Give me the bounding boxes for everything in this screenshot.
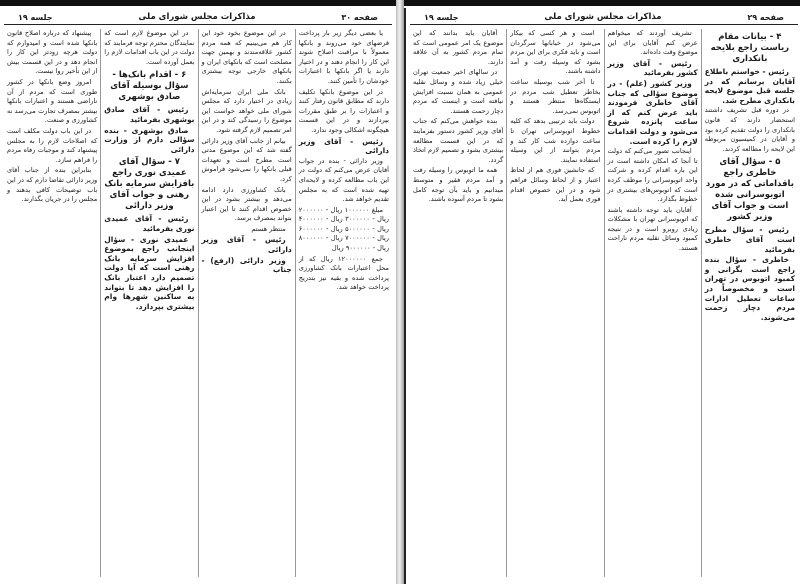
publication-title: مذاکرات مجلس شورای ملی [544, 12, 662, 22]
body-paragraph: آقایان باید بدانند که این موضوع یک امر عمومی است که تمام مردم کشور به آن علاقه دارند. [413, 29, 504, 66]
speaker-paragraph: رئیس - آقای وزیر کشور بفرمائید [607, 58, 698, 78]
section-heading: ۵ - سؤال آقای خاطری راجع باقداماتی که در مورد اتوبوسرانی شده است و جواب آقای وزیر کشور [705, 157, 794, 223]
right-page [404, 8, 800, 584]
body-paragraph: وزیر دارائی - بنده در جواب آقایان عرض می‌کنم که دولت در این باب مطالعه کرده و لایحه‌ای تهیه شده است که به مجلس تقدیم خواهد شد. [298, 156, 389, 204]
body-paragraph: در این موضوع لازم است که نمایندگان محترم توجه فرمایند که دولت در این باب اقدامات لازم را بعمل آورده است. [104, 29, 195, 66]
session-number: جلسه ۱۹ [18, 12, 53, 22]
speaker-paragraph: وزیر دارائی (ارفع) - جناب [201, 255, 292, 275]
body-paragraph: بانک ملی ایران سرمایه‌اش زیادی در اختیار دارد که مجلس شورای ملی خواهد خواست این موضوع را رسیدگی کند و در این امر تصمیم لازم گرفته شود. [201, 87, 292, 134]
text-column [295, 29, 392, 577]
body-paragraph: یا بعضی دیگر زیر بار پرداخت قرضهای خود می‌روند و بانکها معمولاً با مراقبت اصلاح شوند این کار را انجام دهند و در اختیار دارند یا اگر بانکها با اعتبارات خودشان را تأمین کنند. [298, 29, 389, 85]
body-paragraph: در این موضوع بخود خود این کار هم می‌بینیم که همه مردم کشور علاقه‌مندند و بهمین جهت مصلحت است که بانکهای ایران و بانکهای خارجی توجه بیشتری بکنند. [201, 29, 292, 85]
page-columns [410, 29, 798, 577]
section-heading: ۶ - اقدام بانک‌ها - سؤال بوسیله آقای صادق بوشهری [110, 70, 189, 103]
text-column [100, 29, 197, 577]
text-column [701, 29, 798, 577]
body-paragraph: مبلغ ۱۰۰۰۰۰۰ ریال - ۲۰۰۰۰۰۰ ریال - ۳۰۰۰۰۰۰ ریال - ۴۰۰۰۰۰۰ ریال - ۵۰۰۰۰۰۰ ریال - ۶۰۰۰۰۰۰ ریال - ۷۰۰۰۰۰۰ ریال - ۸۰۰۰۰۰۰ ریال - ۹۰۰۰۰۰۰ ریال [298, 205, 389, 253]
body-paragraph: دولت باید ترتیبی بدهد که کلیه خطوط اتوبوسرانی تهران تا ساعت دوازده شب کار کند و مردم بتوانند از این وسیله استفاده نمایند. [510, 117, 601, 164]
body-paragraph: در سالهای اخیر جمعیت تهران خیلی زیاد شده و وسائل نقلیه عمومی به همان نسبت افزایش نیافته است و اینست که مردم دچار زحمت هستند. [413, 68, 504, 115]
body-paragraph: بانک کشاورزی دارد ادامه می‌دهد و بیشتر بشود در این خصوص اقدام کنند تا این اعتبار بتواند بمصرف برسد. [201, 185, 292, 223]
speaker-paragraph: رئیس - آقای عمیدی نوری بفرمائید [104, 214, 195, 233]
speaker-paragraph: رئیس - آقای صادق بوشهری بفرمائید [104, 105, 195, 124]
page-number: صفحه ۳۰ [341, 12, 378, 22]
text-column [506, 29, 603, 577]
speaker-paragraph: رئیس - خواستم باطلاع آقایان برسانم که در جلسه قبل موضوع لایحه بانکداری مطرح شد. [704, 67, 795, 105]
body-paragraph: بیانم از جانب آقای وزیر دارائی گفته شد که این موضوع مدتی است مطرح است و تعهدات قبلی بانکها را نمی‌شود فراموش کرد. [201, 136, 292, 183]
body-paragraph: است و هر کسی که بیکار می‌شود در خیابانها سرگردان است و باید فکری برای این مردم بشود که وسیله رفت و آمد داشته باشند. [510, 29, 601, 76]
body-paragraph: امروز وضع بانکها در کشور طوری است که مردم از آن ناراضی هستند و اعتبارات بانکها بیشتر بمصرف تجارت می‌رسد نه کشاورزی و صنعت. [7, 77, 98, 125]
body-paragraph: بنده خواهش می‌کنم که جناب آقای وزیر کشور دستور بفرمایند که در این قسمت مطالعه بیشتری بشود و تصمیم لازم اتخاذ گردد. [413, 117, 504, 164]
page-number: صفحه ۲۹ [747, 12, 784, 22]
body-paragraph: پیشنهاد که درباره اصلاح قانون بانکها شده است و امیدوارم که دولت هرچه زودتر این کار را انجام دهد و در این قسمت بیش از این تأخیر روا نیست. [7, 29, 98, 76]
text-column [198, 29, 295, 577]
body-paragraph: که جانشین فوری هم از لحاظ اعتبار و از لحاظ وسائل فراهم شود و در این خصوص اقدام فوری بعمل آید. [510, 166, 601, 204]
body-paragraph: بنابراین بنده از جناب آقای وزیر دارائی تقاضا دارم که در این باب توضیحات کافی بدهند و مجلس را در جریان بگذارند. [7, 166, 98, 204]
text-column [4, 29, 100, 577]
body-paragraph: همه ما اتوبوس را وسیله رفت و آمد مردم فقیر و متوسط میدانیم و باید بآن توجه کامل بشود تا مردم آسوده باشند. [413, 166, 504, 204]
speaker-paragraph: رئیس - سؤال مطرح است آقای خاطری بفرمائید [704, 225, 795, 254]
text-column [410, 29, 506, 577]
page-header [410, 10, 798, 25]
body-paragraph: در این باب دولت مکلف است که اصلاحات لازم را به مجلس پیشنهاد کند و موجبات رفاه مردم را فراهم سازد. [7, 126, 98, 164]
speaker-paragraph: صادق بوشهری - بنده سؤالی دارم از وزارت دارائی [104, 125, 195, 154]
body-paragraph: در این موضوع بانکها تکلیف دارند که مطابق قانون رفتار کنند و اعتبارات را بر طبق مقررات بپردازند و در این قسمت هیچگونه اشکالی وجود ندارد. [298, 87, 389, 134]
speaker-paragraph: وزیر کشور (علم) - در موضوع سؤالی که جناب آقای خاطری فرمودند باید عرض کنم که از ساعت پانزده شروع می‌شود و دولت اقدامات لازم را کرده است. [607, 78, 698, 146]
body-paragraph: آقایان باید توجه داشته باشند که اتوبوسرانی تهران با مشکلات زیادی روبرو است و در نتیجه کمبود وسائل نقلیه مردم ناراحت هستند. [607, 205, 698, 253]
body-paragraph: منتظر هستم [251, 224, 286, 233]
section-heading: ۷ - سؤال آقای عمیدی نوری راجع بافزایش سرمایه بانک رهنی و جواب آقای وزیر دارائی [104, 157, 195, 212]
speaker-paragraph: عمیدی نوری - سؤال اینجانب راجع بموضوع افزایش سرمایه بانک رهنی است که آیا دولت تصمیم دارد اعتبار بانک را افزایش دهد تا بتواند به ساکنین شهرها وام بیشتری بپردازد. [104, 234, 195, 311]
speaker-paragraph: رئیس - آقای وزیر دارائی [201, 235, 292, 255]
session-number: جلسه ۱۹ [424, 12, 459, 22]
speaker-paragraph: رئیس - آقای وزیر دارائی [298, 136, 389, 156]
body-paragraph: جمع ۱۲۰۰۰۰۰۰ ریال که از محل اعتبارات بانک کشاورزی پرداخت شده و بقیه نیز بتدریج پرداخت خواهد شد. [298, 254, 389, 292]
left-page [0, 8, 396, 584]
section-heading: ۴ - بیانات مقام ریاست راجع بلایحه بانکداری [710, 32, 790, 64]
body-paragraph: تا آخر شب بوسیله ساعت بخاطر تعطیل شب مردم در ایستگاه‌ها منتظر هستند و اتوبوس نمی‌رسد. [510, 77, 601, 115]
publication-title: مذاکرات مجلس شورای ملی [138, 12, 256, 22]
book-gutter [396, 0, 404, 584]
body-paragraph: در دوره قبل تشریف داشتند استحضار دارند که قانون بانکداری را دولت تقدیم کرده بود و آقایان در کمیسیون مربوطه این لایحه را مطالعه کردند. [704, 106, 795, 153]
text-column [604, 29, 701, 577]
body-paragraph: اینجانب تصور می‌کنم که دولت تا آنجا که امکان داشته است در این باره اقدام کرده و شرکت واحد اتوبوسرانی را موظف کرده است که اتوبوس‌های بیشتری در خطوط بگذارد. [607, 147, 698, 204]
body-paragraph: تشریف آوردند که میخواهم عرض کنم آقایان برای این موضوع وقت داده‌اند. [607, 29, 698, 57]
speaker-paragraph: خاطری - سؤال بنده راجع است بگرانی و کمبود اتوبوس در تهران است و مخصوصاً در ساعات تعطیل ادارات مردم دچار زحمت می‌شوند. [704, 255, 795, 322]
page-columns [4, 29, 392, 577]
page-header [4, 10, 392, 25]
